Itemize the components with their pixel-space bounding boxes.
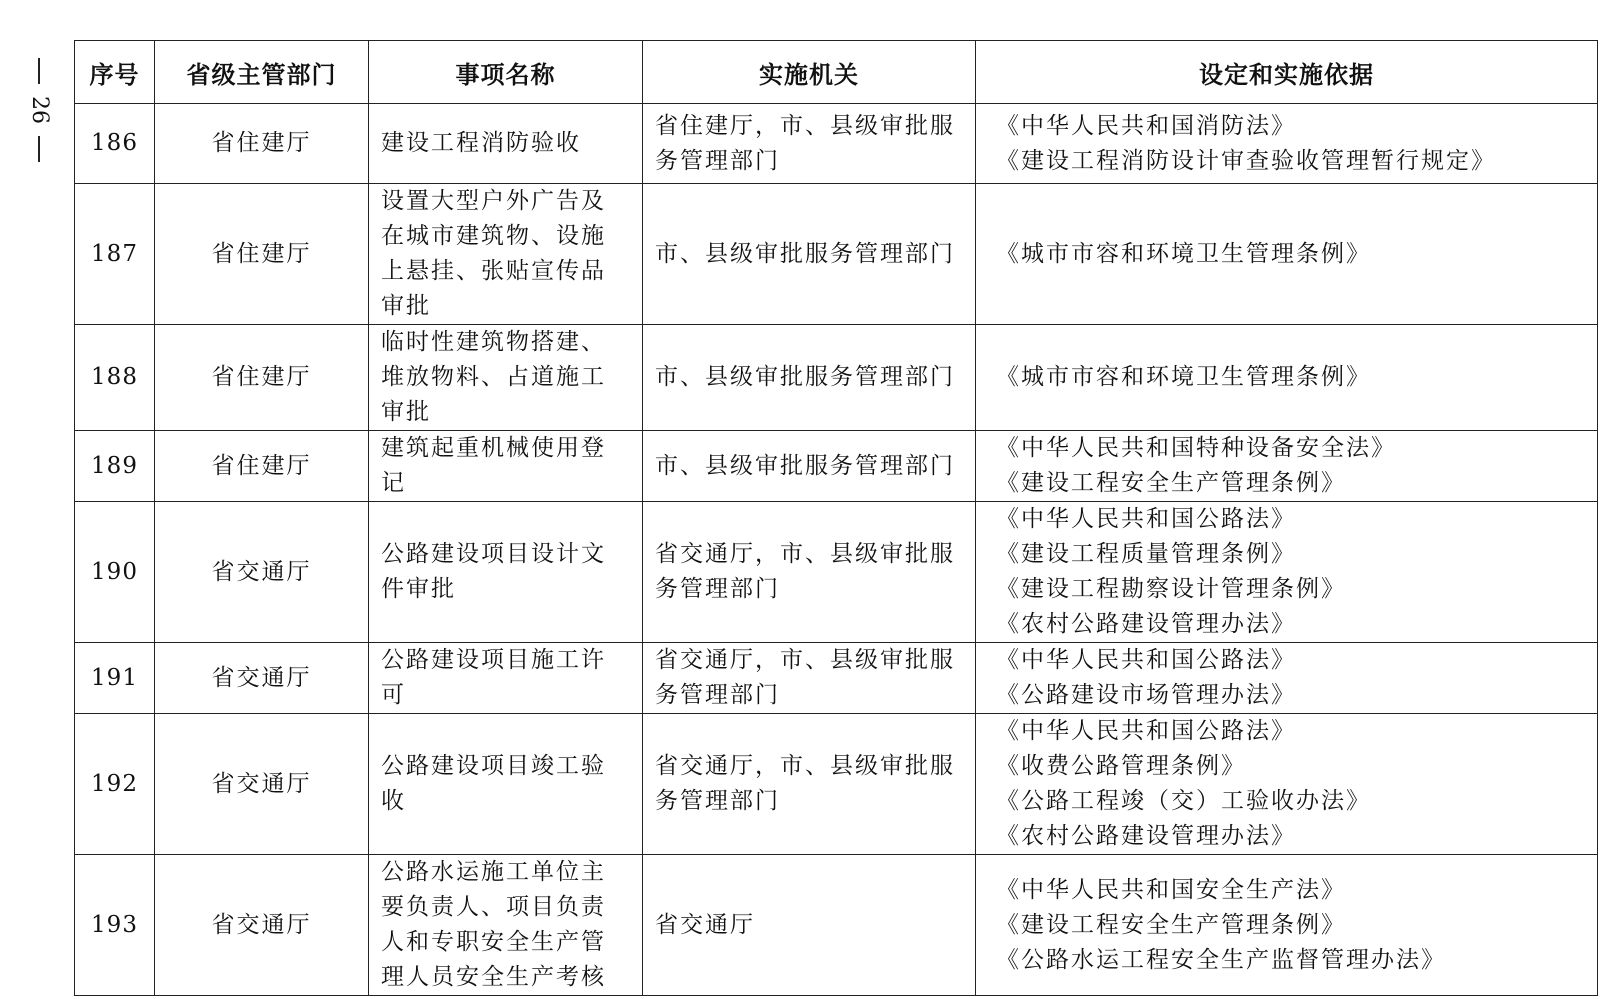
row-number: 186 (75, 104, 155, 184)
row-number: 191 (75, 643, 155, 714)
row-authority: 市、县级审批服务管理部门 (643, 325, 976, 431)
row-number: 187 (75, 184, 155, 325)
row-number: 193 (75, 855, 155, 996)
row-number: 192 (75, 714, 155, 855)
basis-line: 《城市市容和环境卫生管理条例》 (996, 240, 1371, 267)
table-row (75, 104, 1598, 184)
page-number-value: 26 (27, 96, 52, 124)
row-legal-basis (976, 855, 1598, 996)
row-item-name: 公路建设项目竣工验收 (369, 714, 643, 855)
row-number: 189 (75, 431, 155, 502)
basis-line: 《农村公路建设管理办法》 (996, 611, 1296, 637)
row-legal-basis (976, 104, 1598, 184)
basis-line: 《建设工程安全生产管理条例》 (996, 911, 1346, 938)
row-item-name: 临时性建筑物搭建、堆放物料、占道施工审批 (369, 325, 643, 431)
row-authority: 省交通厅，市、县级审批服务管理部门 (643, 643, 976, 714)
table-header-row (75, 41, 1598, 104)
row-authority: 省交通厅，市、县级审批服务管理部门 (643, 714, 976, 855)
row-authority: 省交通厅 (643, 855, 976, 996)
row-item-name: 公路建设项目施工许可 (369, 643, 643, 714)
row-legal-basis (976, 325, 1598, 431)
basis-line: 《城市市容和环境卫生管理条例》 (996, 364, 1371, 390)
row-authority: 省交通厅，市、县级审批服务管理部门 (643, 502, 976, 643)
row-department: 省交通厅 (155, 714, 369, 855)
row-authority: 市、县级审批服务管理部门 (643, 431, 976, 502)
row-item-name: 公路水运施工单位主要负责人、项目负责人和专职安全生产管理人员安全生产考核 (369, 855, 643, 996)
basis-line: 《建设工程安全生产管理条例》 (996, 470, 1346, 496)
basis-line: 《中华人民共和国消防法》 (996, 112, 1296, 139)
row-authority: 市、县级审批服务管理部门 (643, 184, 976, 325)
basis-line: 《公路工程竣（交）工验收办法》 (996, 788, 1371, 814)
basis-line: 《建设工程消防设计审查验收管理暂行规定》 (996, 147, 1496, 174)
row-item-name: 设置大型户外广告及在城市建筑物、设施上悬挂、张贴宣传品审批 (369, 184, 643, 325)
row-legal-basis (976, 643, 1598, 714)
page-number-dash-bottom (38, 136, 40, 162)
row-legal-basis (976, 714, 1598, 855)
row-authority: 省住建厅，市、县级审批服务管理部门 (643, 104, 976, 184)
row-department: 省交通厅 (155, 502, 369, 643)
basis-line: 《公路建设市场管理办法》 (996, 682, 1296, 708)
header-implementing-authority: 实施机关 (643, 41, 976, 104)
basis-line: 《建设工程质量管理条例》 (996, 541, 1296, 567)
row-item-name: 建设工程消防验收 (369, 104, 643, 184)
row-department: 省住建厅 (155, 104, 369, 184)
row-department: 省住建厅 (155, 431, 369, 502)
table-row (75, 325, 1598, 431)
row-legal-basis (976, 502, 1598, 643)
row-legal-basis (976, 184, 1598, 325)
basis-line: 《中华人民共和国公路法》 (996, 506, 1296, 532)
table-row (75, 431, 1598, 502)
basis-line: 《建设工程勘察设计管理条例》 (996, 576, 1346, 602)
row-department: 省住建厅 (155, 325, 369, 431)
row-department: 省交通厅 (155, 855, 369, 996)
basis-line: 《中华人民共和国公路法》 (996, 718, 1296, 744)
header-item-name: 事项名称 (369, 41, 643, 104)
table-row (75, 184, 1598, 325)
table-row (75, 714, 1598, 855)
row-item-name: 公路建设项目设计文件审批 (369, 502, 643, 643)
row-department: 省住建厅 (155, 184, 369, 325)
page-number-dash-top (38, 58, 40, 84)
row-item-name: 建筑起重机械使用登记 (369, 431, 643, 502)
basis-line: 《中华人民共和国安全生产法》 (996, 876, 1346, 903)
header-legal-basis: 设定和实施依据 (976, 41, 1598, 104)
header-department: 省级主管部门 (155, 41, 369, 104)
approval-items-table (74, 40, 1598, 996)
row-number: 190 (75, 502, 155, 643)
basis-line: 《农村公路建设管理办法》 (996, 823, 1296, 849)
row-legal-basis (976, 431, 1598, 502)
page-number (22, 54, 56, 166)
basis-line: 《收费公路管理条例》 (996, 753, 1246, 779)
basis-line: 《中华人民共和国特种设备安全法》 (996, 435, 1396, 461)
row-department: 省交通厅 (155, 643, 369, 714)
basis-line: 《公路水运工程安全生产监督管理办法》 (996, 946, 1446, 973)
basis-line: 《中华人民共和国公路法》 (996, 647, 1296, 673)
table-row (75, 502, 1598, 643)
table-row (75, 855, 1598, 996)
row-number: 188 (75, 325, 155, 431)
header-serial-number: 序号 (75, 41, 155, 104)
table-row (75, 643, 1598, 714)
